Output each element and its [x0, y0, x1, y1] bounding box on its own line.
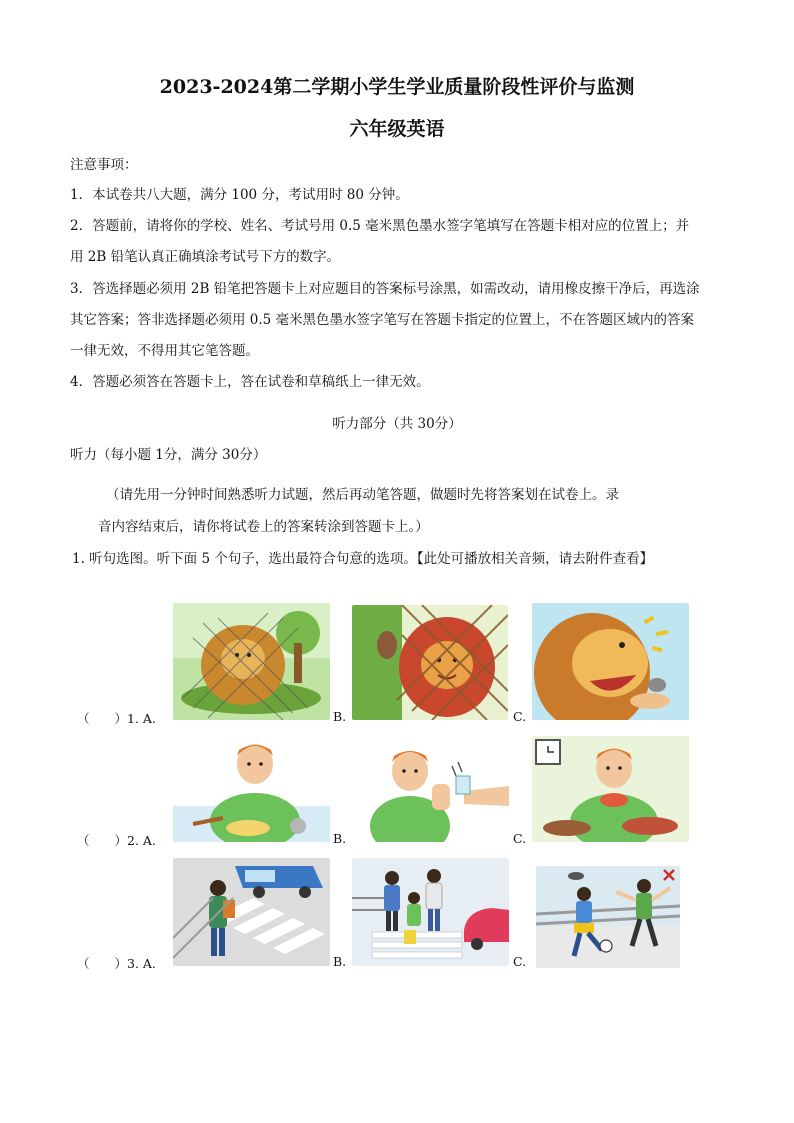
question-row-1-label: （ ）1. A.: [77, 711, 156, 726]
notice-item-3: 3．答选择题必须用 2B 铅笔把答题卡上对应题目的答案标号涂黑，如需改动，请用橡皮擦干净后，再选涂: [70, 281, 700, 297]
notice-item-1: 1．本试卷共八大题，满分 100 分，考试用时 80 分钟。: [70, 187, 409, 203]
q1-option-c-image: [532, 603, 689, 720]
notice-item-2-cont: 用 2B 铅笔认真正确填涂考试号下方的数字。: [70, 249, 341, 265]
q2-option-c-image: [532, 736, 689, 842]
q3-option-a-image: [173, 858, 330, 966]
question-1-prompt: 1. 听句选图。听下面 5 个句子，选出最符合句意的选项。【此处可播放相关音频，请去附件查看】: [72, 551, 654, 567]
question-row-1-option-b: B.: [333, 709, 347, 724]
listening-part-title: 听力（每小题 1分，满分 30分）: [70, 447, 267, 463]
exam-subtitle: 六年级英语: [349, 118, 445, 140]
listening-instruction-2: 音内容结束后，请你将试卷上的答案转涂到答题卡上。）: [98, 519, 429, 535]
q3-option-b-image: [352, 858, 509, 966]
q3-option-c-image: [536, 866, 680, 968]
question-row-3-option-c: C.: [513, 954, 527, 969]
notice-item-3-cont2: 一律无效，不得用其它笔答题。: [70, 343, 259, 359]
question-row-2-option-b: B.: [333, 831, 347, 846]
listening-instruction-1: （请先用一分钟时间熟悉听力试题，然后再动笔答题，做题时先将答案划在试卷上。录: [106, 487, 619, 503]
notice-item-4: 4．答题必须答在答题卡上，答在试卷和草稿纸上一律无效。: [70, 374, 430, 390]
notice-heading: 注意事项：: [70, 157, 138, 173]
question-row-3-option-b: B.: [333, 954, 347, 969]
question-row-2-option-c: C.: [513, 831, 527, 846]
notice-item-3-cont: 其它答案；答非选择题必须用 0.5 毫米黑色墨水签字笔写在答题卡指定的位置上，不在答题区域内的答案: [70, 312, 695, 328]
notice-item-2: 2．答题前，请将你的学校、姓名、考试号用 0.5 毫米黑色墨水签字笔填写在答题卡相对应的位置上；并: [70, 218, 690, 234]
question-row-2-label: （ ）2. A.: [77, 833, 156, 848]
q2-option-b-image: [352, 736, 509, 842]
exam-title: 2023-2024第二学期小学生学业质量阶段性评价与监测: [159, 76, 635, 98]
q1-option-b-image: [352, 605, 508, 720]
q2-option-a-image: [173, 736, 330, 842]
question-row-3-label: （ ）3. A.: [77, 956, 156, 971]
q1-option-a-image: [173, 603, 330, 720]
question-row-1-option-c: C.: [513, 709, 527, 724]
listening-section-title: 听力部分（共 30分）: [332, 416, 462, 432]
